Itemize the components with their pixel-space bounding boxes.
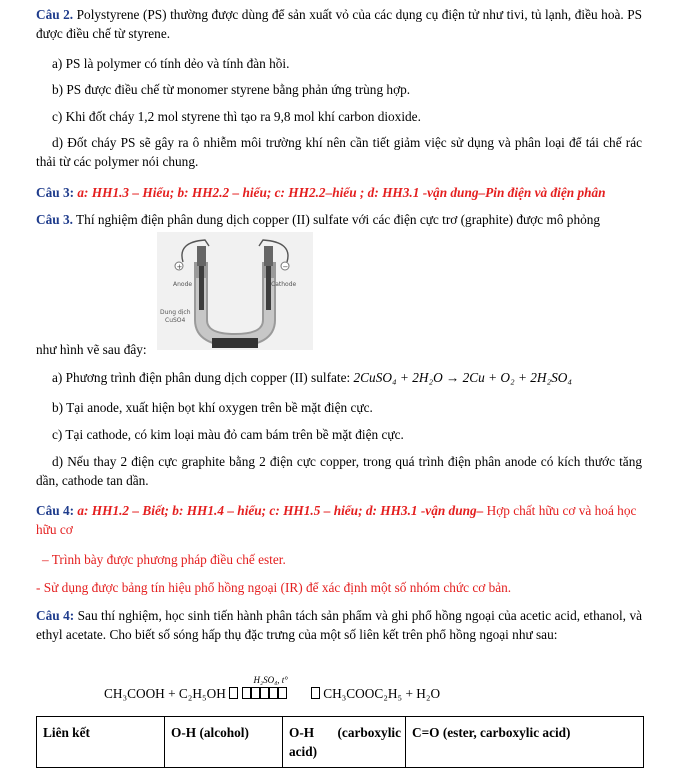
q4-map-label: Câu 4:	[36, 503, 75, 518]
anode-sign: +	[176, 263, 183, 271]
q3-intro-text: Thí nghiệm điện phân dung dịch copper (II) sulfate với các điện cực trơ (graphite) được mô phỏng	[76, 212, 601, 227]
q4-map-text: a: HH1.2 – Biết; b: HH1.4 – hiểu; c: HH1.5 – hiểu; d: HH3.1 -vận dung–	[77, 503, 484, 518]
q3-after-figure: như hình vẽ sau đây:	[36, 342, 147, 357]
cathode-label: Cathode	[271, 281, 297, 288]
q2-intro-text: Polystyrene (PS) thường được dùng để sản xuất vỏ của các dụng cụ điện tử như tivi, tủ lạnh, điều hoà. PS được điều chế từ styrene.	[36, 7, 642, 41]
anode-label: Anode	[173, 281, 193, 288]
condition-text: H₂SO₄, t°	[253, 675, 288, 685]
equilibrium-arrow-glyph	[229, 687, 238, 699]
table-header-cell: C=O (ester, carboxylic acid)	[406, 717, 644, 768]
q4-label: Câu 4:	[36, 608, 75, 623]
equation-left: CH₃COOH + C₂H₅OH	[104, 686, 226, 701]
table-header-cell: Liên kết	[37, 717, 165, 768]
solution-label-2: CuSO4	[165, 317, 186, 324]
q4-objective-2: - Sử dụng được bảng tín hiệu phổ hồng ngoại (IR) để xác định một số nhóm chức cơ bản.	[36, 580, 512, 595]
cathode-sign: −	[282, 263, 289, 271]
table-header-cell: O-H (carboxylic acid)	[283, 717, 406, 768]
q3-mapping	[36, 183, 642, 202]
electrolysis-apparatus-figure	[157, 232, 313, 350]
q3-map-label: Câu 3:	[36, 185, 75, 200]
solution-label-1: Dung dịch	[160, 309, 191, 316]
q2-intro	[36, 5, 642, 43]
equation-right: CH₃COOC₂H₅ + H₂O	[323, 686, 441, 701]
q3-intro	[36, 210, 642, 229]
q3-map-text: a: HH1.3 – Hiểu; b: HH2.2 – hiểu; c: HH2.2–hiểu ; d: HH3.1 -vận dung–Pin điện và điện phân	[77, 185, 606, 200]
esterification-equation	[104, 675, 441, 702]
ir-table	[36, 716, 644, 768]
table-header-cell: O-H (alcohol)	[165, 717, 283, 768]
q2-option-d: d) Đốt cháy PS sẽ gây ra ô nhiễm môi trường khí nên cần tiết giảm việc sử dụng và phân loại để tái chế rác thải từ các polymer nói chung.	[36, 135, 642, 169]
q4-objective-1: – Trình bày được phương pháp điều chế ester.	[42, 552, 286, 567]
q3-option-a-text: a) Phương trình điện phân dung dịch copper (II) sulfate:	[52, 370, 354, 385]
q4-intro-text: Sau thí nghiệm, học sinh tiến hành phân tách sản phẩm và ghi phổ hồng ngoại của acetic acid, ethanol, và ethyl acetate. Cho biết số sóng hấp thụ đặc trưng của một số liên kết trên phổ hồng ngoại như sau:	[36, 608, 643, 642]
q3-option-a	[36, 368, 642, 387]
q4-mapping	[36, 501, 642, 539]
q2-option-c: c) Khi đốt cháy 1,2 mol styrene thì tạo ra 9,8 mol khí carbon dioxide.	[52, 109, 421, 124]
q3-label: Câu 3.	[36, 212, 73, 227]
q3-option-c: c) Tại cathode, có kim loại màu đỏ cam bám trên bề mặt điện cực.	[52, 427, 404, 442]
q4-map-topic: Hợp chất hữu cơ và hoá học hữu cơ	[36, 503, 637, 537]
q3-option-b: b) Tại anode, xuất hiện bọt khí oxygen trên bề mặt điện cực.	[52, 400, 373, 415]
equation-condition	[242, 675, 308, 702]
q2-label: Câu 2.	[36, 7, 74, 22]
q3-option-d: d) Nếu thay 2 điện cực graphite bằng 2 điện cực copper, trong quá trình điện phân anode có kích thước tăng dần, cathode tan dần.	[36, 454, 642, 488]
q2-option-a: a) PS là polymer có tính dẻo và tính đàn hồi.	[52, 56, 290, 71]
table-header-row	[37, 717, 644, 768]
q2-option-b: b) PS được điều chế từ monomer styrene bằng phản ứng trùng hợp.	[52, 82, 411, 97]
q4-intro	[36, 606, 642, 644]
electrolysis-equation: 2CuSO₄ + 2H₂O → 2Cu + O₂ + 2H₂SO₄	[353, 370, 572, 385]
equilibrium-arrow-glyph-2	[311, 687, 320, 699]
